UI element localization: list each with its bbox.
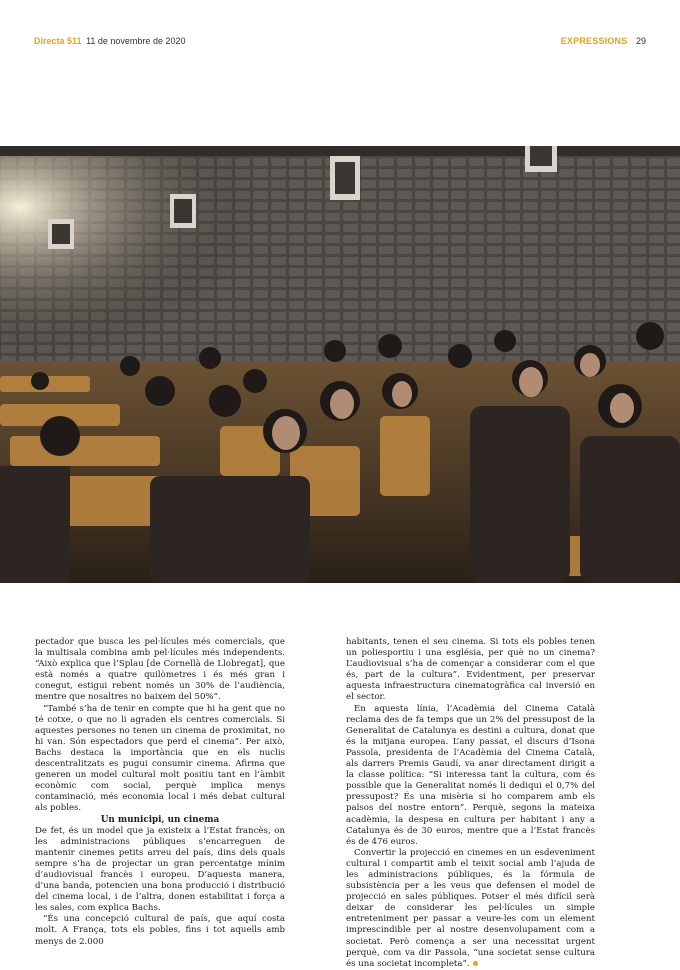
paragraph: En aquesta línia, l’Acadèmia del Cinema Català reclama des de fa temps que un 2% del pressupost de la Generalitat de Catalunya es destini a cultura, donat que és la mitjana europea. L’any passat, el discurs d’Isona Passola, presidenta de l’Acadèmia del Cinema Català, als darrers Premis Gaudí, va anar directament dirigit a la classe política: “Si interessa tant la cultura, com és possible que la Generalitat només li dediqui el 0,7% del pressupost? És una misèria si ho comparem amb els països del nostre entorn”. Perquè, segons la mateixa acadèmia, la despesa en cultura per habitant i any a Catalunya és de 30 euros, mentre que a l’Estat francès és de 476 euros. [346, 703, 595, 847]
paragraph-final [346, 848, 595, 970]
paragraph: “També s’ha de tenir en compte que hi ha gent que no té cotxe, o que no li agraden els centres comercials. Si aquestes persones no tenen un cinema de proximitat, no hi van. Són espectadors que perd el cinema”. Per això, Bachs destaca la importància que en els nuclis descentralitzats es pugui consumir cinema. Afirma que generen un model cultural molt positiu tant en l’àmbit econòmic com social, perquè implica menys contaminació, més economia local i més debat cultural als pobles. [35, 703, 285, 814]
issue-date: 11 de novembre de 2020 [86, 36, 186, 46]
running-header-left [34, 36, 185, 46]
section-name: EXPRESSIONS [560, 36, 628, 46]
subheading: Un municipi, un cinema [100, 814, 220, 825]
article-column-right [346, 637, 595, 970]
article-column-left [35, 637, 285, 948]
magazine-name: Directa 511 [34, 36, 82, 46]
paragraph: “És una concepció cultural de país, que aquí costa molt. A França, tots els pobles, fins i tot aquells amb menys de 2.000 [35, 914, 285, 947]
paragraph: habitants, tenen el seu cinema. Si tots els pobles tenen un poliesportiu i una església, per què no un cinema? L’audiovisual s’ha de començar a considerar com el que és, part de la cultura”. Evidentment, per preservar aquesta infraestructura cinematogràfica cal inversió en el sector. [346, 637, 595, 703]
end-mark-icon [473, 961, 478, 966]
paragraph-text: Convertir la projecció en cinemes en un esdeveniment cultural i compartit amb el teixit social amb l’ajuda de les administracions públiques, és la fórmula de subsistència per a les veus que defensen el model de projecció en sales públiques. Potser el més difícil serà deixar de considerar les pel·lícules un simple entreteniment per passar a veure-les com un element imprescindible per al nostre desenvolupament com a societat. Però comença a ser una necessitat urgent perquè, com va dir Passola, “una societat sense cultura és una societat incompleta”. [346, 847, 595, 969]
cinema-audience-photo [0, 146, 680, 583]
paragraph: De fet, és un model que ja existeix a l’Estat francès, on les administracions públiques s’encarreguen de mantenir cinemes petits arreu del país, dins dels quals sempre s’ha de projectar un gran percentatge mínim d’audiovisual francès i europeu. D’aquesta manera, d’una banda, potencien una bona producció i distribució del cinema local, i de l’altra, donen estabilitat i força a les sales, com explica Bachs. [35, 825, 285, 914]
page-number: 29 [635, 36, 646, 46]
paragraph: pectador que busca les pel·lícules més comercials, que la multisala combina amb pel·lícules més independents. “Això explica que l’Splau [de Cornellà de Llobregat], que està només a quatre quilòmetres i és més gran i conegut, estigui rebent només un 30% de l’audiència, mentre que nosaltres no baixem del 50%”. [35, 637, 285, 703]
running-header-right [561, 36, 646, 46]
